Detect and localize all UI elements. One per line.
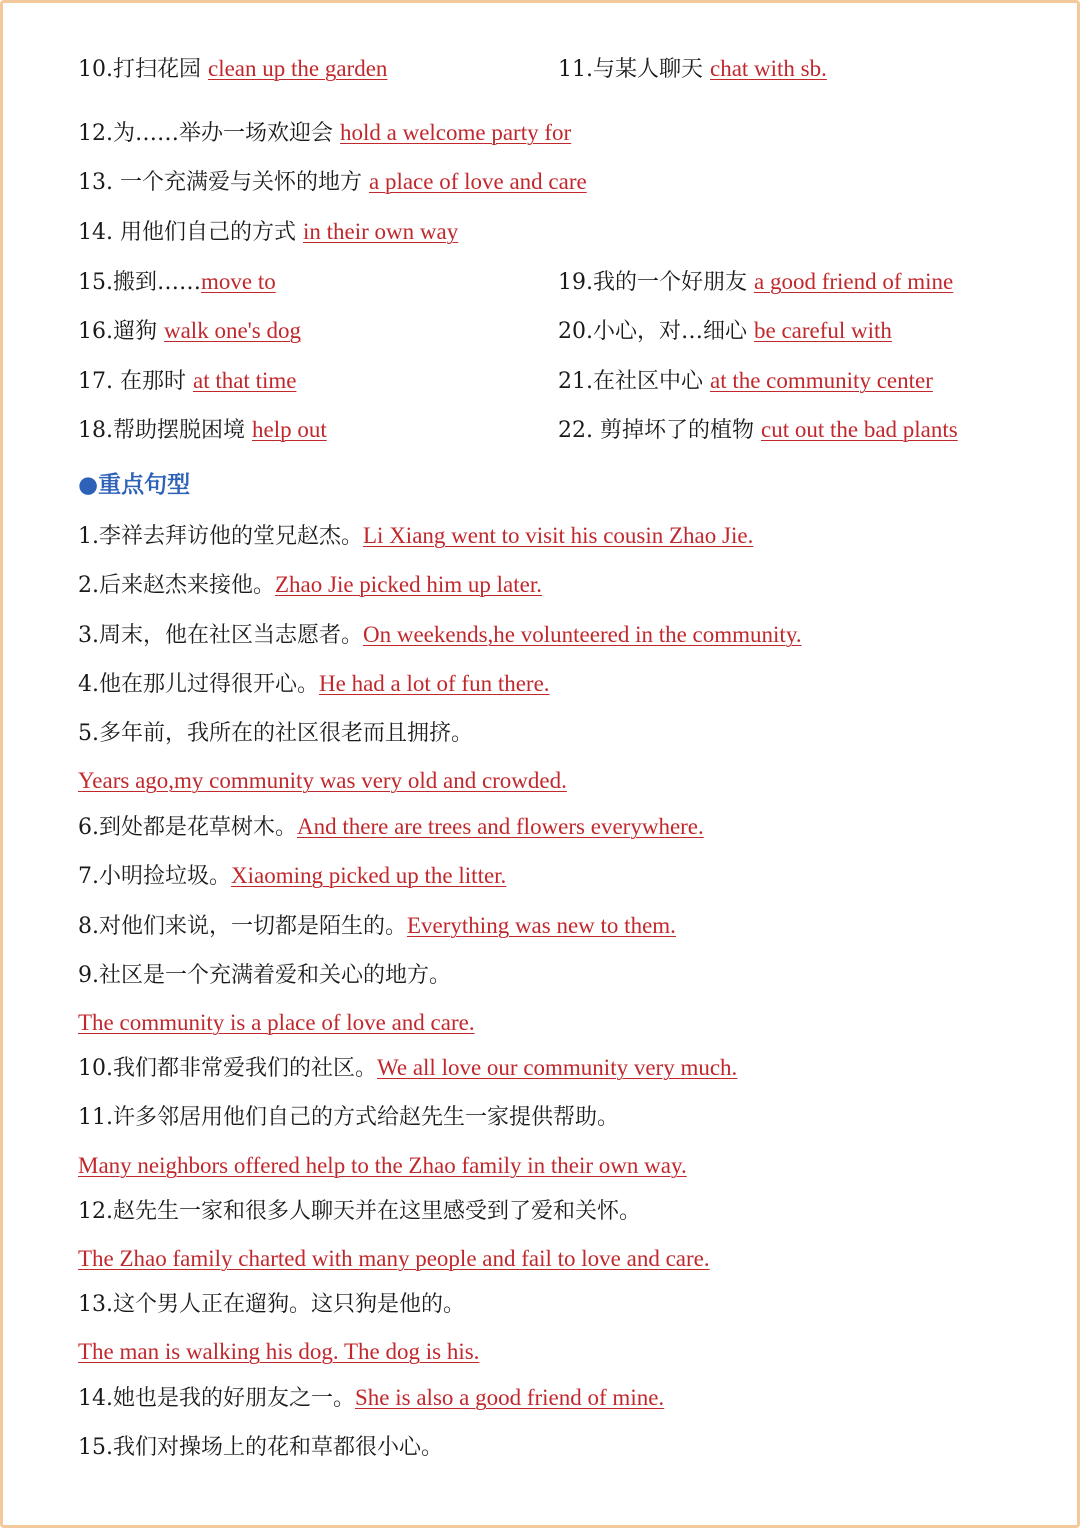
sentence-answer: The Zhao family charted with many people and fail to love and care. [78,1246,710,1271]
sentence-item [78,1008,475,1039]
sentence-item [78,1337,479,1368]
phrase-item: 19.我的一个好朋友 a good friend of mine [558,269,954,295]
phrase-item: 22. 剪掉坏了的植物 cut out the bad plants [558,417,958,443]
sentence-item: 2.后来赵杰来接他。Zhao Jie picked him up later. [78,572,542,598]
sentence-answer: Zhao Jie picked him up later. [275,572,542,597]
phrase-item: 14. 用他们自己的方式 in their own way [78,219,459,245]
phrase-item: 13. 一个充满爱与关怀的地方 a place of love and care [78,169,587,195]
sentence-answer: The community is a place of love and care. [78,1010,475,1035]
phrase-item: 21.在社区中心 at the community center [558,368,933,394]
sentence-item: 14.她也是我的好朋友之一。She is also a good friend of mine. [78,1385,665,1411]
sentence-item [78,1151,687,1182]
sentence-answer: Xiaoming picked up the litter. [231,863,507,888]
bullet-icon: ● [78,471,99,498]
sentence-answer: Li Xiang went to visit his cousin Zhao Jie. [363,523,754,548]
phrase-item: 18.帮助摆脱困境 help out [78,417,327,443]
sentence-answer: Years ago,my community was very old and crowded. [78,768,567,793]
phrase-answer: at the community center [709,368,933,393]
sentence-answer: On weekends,he volunteered in the community. [363,622,802,647]
sentence-item: 12.赵先生一家和很多人聊天并在这里感受到了爱和关怀。 [78,1199,641,1224]
sentence-item: 5.多年前，我所在的社区很老而且拥挤。 [78,721,473,746]
sentence-item: 6.到处都是花草树木。And there are trees and flowers everywhere. [78,814,704,840]
phrase-answer: a place of love and care [368,169,587,194]
sentence-item: 9.社区是一个充满着爱和关心的地方。 [78,963,451,988]
phrase-item: 15.搬到……move to [78,269,276,295]
sentence-answer: The man is walking his dog. The dog is his. [78,1339,480,1364]
phrase-answer: clean up the garden [207,56,388,81]
phrase-item: 10.打扫花园 clean up the garden [78,56,388,82]
sentence-item: 8.对他们来说，一切都是陌生的。Everything was new to them. [78,913,676,939]
phrase-answer: move to [201,269,276,294]
phrase-answer: be careful with [753,318,892,343]
phrase-item: 12.为……举办一场欢迎会 hold a welcome party for [78,120,572,146]
phrase-answer: in their own way [302,219,459,244]
section-heading [78,470,190,500]
phrase-answer: chat with sb. [709,56,827,81]
sentence-item: 4.他在那儿过得很开心。He had a lot of fun there. [78,671,550,697]
sentence-item: 11.许多邻居用他们自己的方式给赵先生一家提供帮助。 [78,1105,619,1130]
sentence-item: 7.小明捡垃圾。Xiaoming picked up the litter. [78,863,507,889]
sentence-item: 3.周末，他在社区当志愿者。On weekends,he volunteered in the community. [78,622,802,648]
phrase-item: 17. 在那时 at that time [78,368,297,394]
phrase-item: 11.与某人聊天 chat with sb. [558,56,827,82]
sentence-item: 15.我们对操场上的花和草都很小心。 [78,1435,443,1460]
phrase-answer: walk one's dog [163,318,301,343]
sentence-item: 1.李祥去拜访他的堂兄赵杰。Li Xiang went to visit his cousin Zhao Jie. [78,523,754,549]
sentence-answer: He had a lot of fun there. [319,671,550,696]
phrase-answer: hold a welcome party for [339,120,572,145]
phrase-item: 16.遛狗 walk one's dog [78,318,301,344]
sentence-answer: Everything was new to them. [407,913,676,938]
sentence-answer: We all love our community very much. [377,1055,738,1080]
sentence-item [78,766,567,797]
section-title: 重点句型 [98,471,191,498]
sentence-item [78,1244,710,1275]
phrase-answer: a good friend of mine [753,269,954,294]
phrase-item: 20.小心，对…细心 be careful with [558,318,892,344]
phrase-answer: at that time [192,368,297,393]
sentence-item: 13.这个男人正在遛狗。这只狗是他的。 [78,1292,465,1317]
phrase-answer: cut out the bad plants [760,417,958,442]
phrase-answer: help out [251,417,327,442]
sentence-answer: Many neighbors offered help to the Zhao family in their own way. [78,1153,687,1178]
sentence-item: 10.我们都非常爱我们的社区。We all love our community very much. [78,1055,738,1081]
sentence-answer: And there are trees and flowers everywhere. [297,814,704,839]
sentence-answer: She is also a good friend of mine. [355,1385,665,1410]
